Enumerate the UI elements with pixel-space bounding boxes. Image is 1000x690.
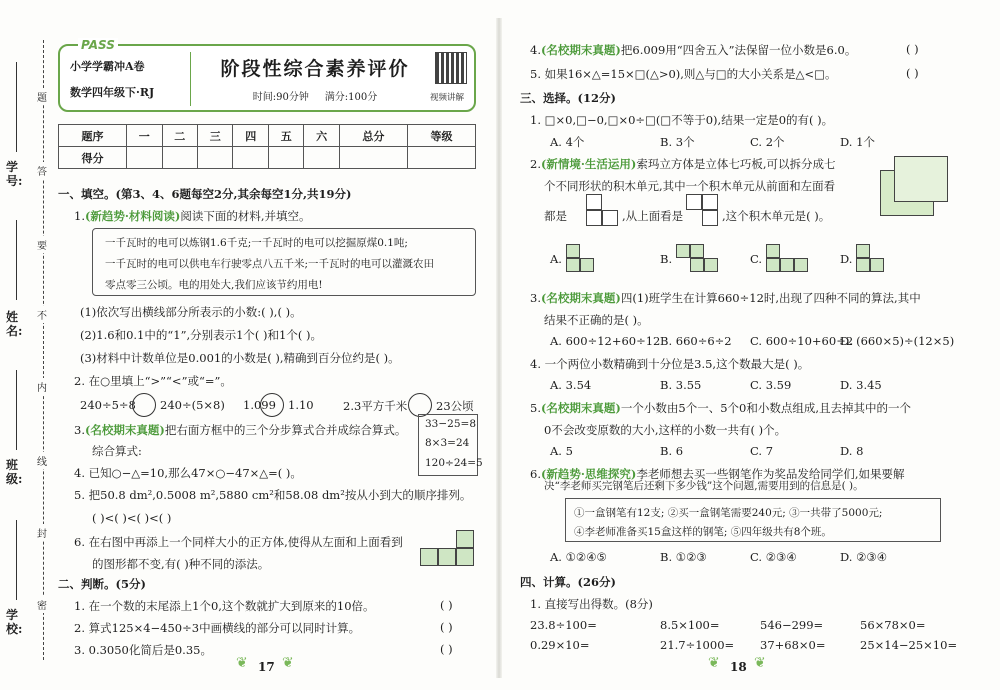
class-line[interactable]: [16, 370, 17, 450]
q-text: 把6.009用“四舍五入”法保留一位小数是6.0。: [620, 43, 857, 57]
q-text: 四(1)班学生在计算660÷12时,出现了四种不同的算法,其中: [620, 291, 921, 305]
choice-2-line3b: ,从上面看是: [622, 209, 684, 223]
q-number: 3.: [530, 291, 541, 305]
seal-char: 答: [37, 162, 47, 179]
table-header-cell: 二: [162, 125, 197, 147]
q-text: 把右面方框中的三个分步算式合并成综合算式。: [164, 423, 407, 437]
choice-option[interactable]: D. 1个: [840, 135, 875, 149]
choice-option[interactable]: D. (660×5)÷(12×5): [840, 334, 955, 348]
seal-char: 密: [37, 596, 47, 613]
name-line[interactable]: [16, 220, 17, 300]
exam-time: 时间:90分钟: [252, 92, 309, 103]
question-5: 5. 把50.8 dm²,0.5008 m²,5880 cm²和58.08 dm²按从小到大的顺序排列。: [74, 488, 472, 502]
table-header-cell: 三: [197, 125, 232, 147]
score-cell[interactable]: [407, 147, 475, 169]
calc-item[interactable]: 8.5×100=: [660, 618, 720, 632]
judge-answer-paren[interactable]: ( ): [440, 620, 453, 634]
info-line: ①一盒钢笔有12支; ②买一盒钢笔需要240元; ③一共带了5000元;: [574, 507, 883, 519]
step-calc-box: [418, 414, 483, 476]
choice-1: 1. □×0,□−0,□×0÷□(□不等于0),结果一定是0的有( )。: [530, 113, 834, 127]
choice-option[interactable]: D. 8: [840, 444, 864, 458]
leaf-icon: ❦: [236, 655, 248, 671]
choice-option[interactable]: D. ②③④: [840, 550, 888, 564]
choice-option[interactable]: A. 5: [550, 444, 573, 458]
calc-item[interactable]: 56×78×0=: [860, 618, 926, 632]
info-options-box: [565, 498, 941, 542]
grade-line: 数学四年级下·RJ: [70, 86, 155, 99]
brand-logo: PASS: [78, 38, 118, 52]
q-text: 李老师想去买一些钢笔作为奖品发给同学们,如果要解: [636, 467, 905, 481]
q-tag: (名校期末真题): [540, 401, 621, 415]
q-tag: (新趋势·材料阅读): [84, 209, 181, 223]
judge-answer-paren[interactable]: ( ): [440, 642, 453, 656]
qr-code-icon[interactable]: [435, 52, 467, 84]
choice-3-line1: [530, 290, 921, 306]
choice-2-line3c: ,这个积木单元是( )。: [722, 209, 831, 223]
choice-2-line1: [530, 156, 836, 172]
seal-char: 内: [37, 378, 47, 395]
name-label: 姓名:: [6, 310, 23, 338]
score-cell[interactable]: [339, 147, 407, 169]
score-cell[interactable]: [233, 147, 268, 169]
choice-option[interactable]: B. 3.55: [660, 378, 702, 392]
table-header-cell: 一: [127, 125, 162, 147]
section-judge: 二、判断。(5分): [58, 577, 146, 591]
choice-6-line2: 决“李老师买完钢笔后还剩下多少钱”这个问题,需要用到的信息是( )。: [544, 480, 864, 492]
qr-caption: 视频讲解: [430, 93, 465, 103]
choice-2-line2: 个不同形状的积木单元,其中一个积木单元从前面和左面看: [544, 179, 836, 193]
choice-option[interactable]: C. ②③④: [750, 550, 797, 564]
seal-char: 线: [37, 452, 47, 469]
choice-option[interactable]: A. ①②④⑤: [550, 550, 607, 564]
question-1: [74, 208, 311, 224]
student-id-label: 学号:: [6, 160, 23, 188]
judge-answer-paren[interactable]: ( ): [906, 66, 919, 80]
exam-header: [58, 38, 476, 112]
section-calc: 四、计算。(26分): [520, 575, 616, 589]
q5-order-blanks[interactable]: ( )<( )<( )<( ): [92, 511, 172, 525]
calc-item[interactable]: 37+68×0=: [760, 638, 826, 652]
school-line[interactable]: [16, 520, 17, 600]
school-label: 学校:: [6, 608, 23, 636]
page-title: 阶段性综合素养评价: [220, 58, 410, 80]
student-id-line[interactable]: [16, 62, 17, 152]
exam-meta: [210, 88, 420, 103]
table-header-cell: 六: [304, 125, 339, 147]
question-3: [74, 422, 406, 438]
choice-option[interactable]: A. 4个: [550, 135, 585, 149]
choice-4: 4. 一个两位小数精确到十分位是3.5,这个数最大是( )。: [530, 357, 810, 371]
judge-1: 1. 在一个数的末尾添上1个0,这个数就扩大到原来的10倍。: [74, 599, 375, 613]
compare-circle-1[interactable]: [132, 393, 156, 417]
compare-circle-2[interactable]: [260, 393, 284, 417]
q-tag: (名校期末真题): [540, 291, 621, 305]
step-calc: 8×3=24: [425, 437, 470, 449]
score-cell[interactable]: [304, 147, 339, 169]
calc-item[interactable]: 21.7÷1000=: [660, 638, 735, 652]
question-2: 2. 在○里填上“>”“<”或“=”。: [74, 374, 232, 388]
table-header-cell: 等级: [407, 125, 475, 147]
compare-left-2: 1.099: [243, 398, 276, 412]
calc-1-title: 1. 直接写出得数。(8分): [530, 597, 653, 611]
judge-3: 3. 0.3050化简后是0.35。: [74, 643, 212, 657]
score-cell[interactable]: [127, 147, 162, 169]
compare-left-1: 240÷5÷8: [80, 398, 136, 412]
choice-option[interactable]: A. 3.54: [550, 378, 592, 392]
score-table-row: [59, 147, 476, 169]
q-number: 1.: [74, 209, 85, 223]
q-tag: (新趋势·思维探究): [540, 467, 637, 481]
calc-item[interactable]: 23.8÷100=: [530, 618, 597, 632]
judge-answer-paren[interactable]: ( ): [440, 598, 453, 612]
q-number: 5.: [530, 401, 541, 415]
score-table-header-row: [59, 125, 476, 147]
leaf-icon: ❦: [282, 655, 294, 671]
compare-right-2: 1.10: [288, 398, 314, 412]
passage-line: 一千瓦时的电可以炼钢1.6千克;一千瓦时的电可以挖掘原煤0.1吨;: [105, 237, 408, 249]
header-divider: [190, 52, 191, 106]
q1-sub-3: (3)材料中计数单位是0.001的小数是( ),精确到百分位约是( )。: [80, 351, 400, 365]
choice-3-line2: 结果不正确的是( )。: [544, 313, 649, 327]
info-line: ④李老师准备买15盒这样的钢笔; ⑤四年级共有8个班。: [574, 526, 832, 538]
choice-option[interactable]: B. 6: [660, 444, 684, 458]
choice-option[interactable]: B. 3个: [660, 135, 695, 149]
passage-line: 一千瓦时的电可以供电车行驶零点八五千米;一千瓦时的电可以灌溉农田: [105, 258, 435, 270]
calc-item[interactable]: 25×14−25×10=: [860, 638, 958, 652]
cube-figure: [420, 528, 478, 568]
exam-full-score: 满分:100分: [324, 92, 378, 103]
table-header-cell: 四: [233, 125, 268, 147]
leaf-icon: ❦: [708, 655, 720, 671]
q-text: 一个小数由5个一、5个0和小数点组成,且去掉其中的一个: [620, 401, 911, 415]
right-page: [500, 0, 1000, 690]
calc-item[interactable]: 546−299=: [760, 618, 824, 632]
compare-right-1: 240÷(5×8): [160, 398, 225, 412]
q-text: 阅读下面的材料,并填空。: [180, 209, 311, 223]
class-label: 班级:: [6, 458, 23, 486]
choice-option[interactable]: A. 600÷12+60÷12: [550, 334, 661, 348]
series-name: 小学学霸冲A卷: [70, 60, 145, 73]
seal-char: 封: [37, 524, 47, 541]
soma-cube-figure: [880, 156, 950, 218]
question-4: 4. 已知○−△=10,那么47×○−47×△=( )。: [74, 466, 302, 480]
section-fill-blank: 一、填空。(第3、4、6题每空2分,其余每空1分,共19分): [58, 187, 352, 201]
seal-char: 要: [37, 236, 47, 253]
seal-char: 题: [37, 88, 47, 105]
choice-option[interactable]: C.: [750, 252, 763, 266]
table-header-cell: 题序: [59, 125, 127, 147]
q3-combined-label: 综合算式:: [92, 444, 142, 458]
score-cell[interactable]: [268, 147, 303, 169]
judge-2: 2. 算式125×4−450÷3中画横线的部分可以同时计算。: [74, 621, 361, 635]
score-cell[interactable]: [197, 147, 232, 169]
q-text: 索玛立方体是立体七巧板,可以拆分成七: [636, 157, 836, 171]
q-number: 3.: [74, 423, 85, 437]
score-row-label: 得分: [59, 147, 127, 169]
q1-sub-1: (1)依次写出横线部分所表示的小数:( ),( )。: [80, 305, 302, 319]
choice-5-line1: [530, 400, 911, 416]
step-calc: 33−25=8: [425, 418, 476, 430]
question-6-line2: 的图形都不变,有( )种不同的添法。: [92, 557, 270, 571]
choice-option[interactable]: C. 600÷10+60÷2: [750, 334, 854, 348]
choice-option[interactable]: B. ①②③: [660, 550, 707, 564]
seal-char: 不: [37, 306, 47, 323]
q-number: 6.: [530, 467, 541, 481]
section-choice: 三、选择。(12分): [520, 91, 616, 105]
table-header-cell: 总分: [339, 125, 407, 147]
choice-option[interactable]: D.: [840, 252, 853, 266]
choice-option[interactable]: B. 660÷6÷2: [660, 334, 732, 348]
calc-item[interactable]: 0.29×10=: [530, 638, 590, 652]
question-6-line1: 6. 在右图中再添上一个同样大小的正方体,使得从左面和上面看到: [74, 535, 403, 549]
compare-right-3: 23公顷: [436, 399, 474, 413]
seal-dashed-line: [43, 40, 44, 660]
q-number: 2.: [530, 157, 541, 171]
q1-sub-2: (2)1.6和0.1中的“1”,分别表示1个( )和1个( )。: [80, 328, 322, 342]
q-tag: (新情境·生活运用): [540, 157, 637, 171]
choice-option[interactable]: C. 3.59: [750, 378, 792, 392]
choice-option[interactable]: B.: [660, 252, 673, 266]
table-header-cell: 五: [268, 125, 303, 147]
choice-option[interactable]: C. 7: [750, 444, 774, 458]
choice-option[interactable]: A.: [550, 252, 562, 266]
judge-5: 5. 如果16×△=15×□(△>0),则△与□的大小关系是△<□。: [530, 67, 837, 81]
choice-5-line2: 0不会改变原数的大小,这样的小数一共有( )个。: [544, 423, 787, 437]
leaf-icon: ❦: [754, 655, 766, 671]
page-number: 17: [258, 660, 275, 674]
passage-line: 零点零三公顷。电的用处大,我们应该节约用电!: [105, 279, 323, 291]
q-tag: (名校期末真题): [540, 43, 621, 57]
score-table: [58, 124, 476, 169]
judge-4: [530, 42, 856, 58]
choice-option[interactable]: C. 2个: [750, 135, 785, 149]
choice-option[interactable]: D. 3.45: [840, 378, 882, 392]
compare-left-3: 2.3平方千米: [343, 399, 408, 413]
choice-2-line3a: 都是: [544, 209, 567, 223]
judge-answer-paren[interactable]: ( ): [906, 42, 919, 56]
page-number: 18: [730, 660, 747, 674]
q-tag: (名校期末真题): [84, 423, 165, 437]
step-calc: 120÷24=5: [425, 457, 483, 469]
score-cell[interactable]: [162, 147, 197, 169]
reading-passage: [92, 228, 476, 296]
q-number: 4.: [530, 43, 541, 57]
